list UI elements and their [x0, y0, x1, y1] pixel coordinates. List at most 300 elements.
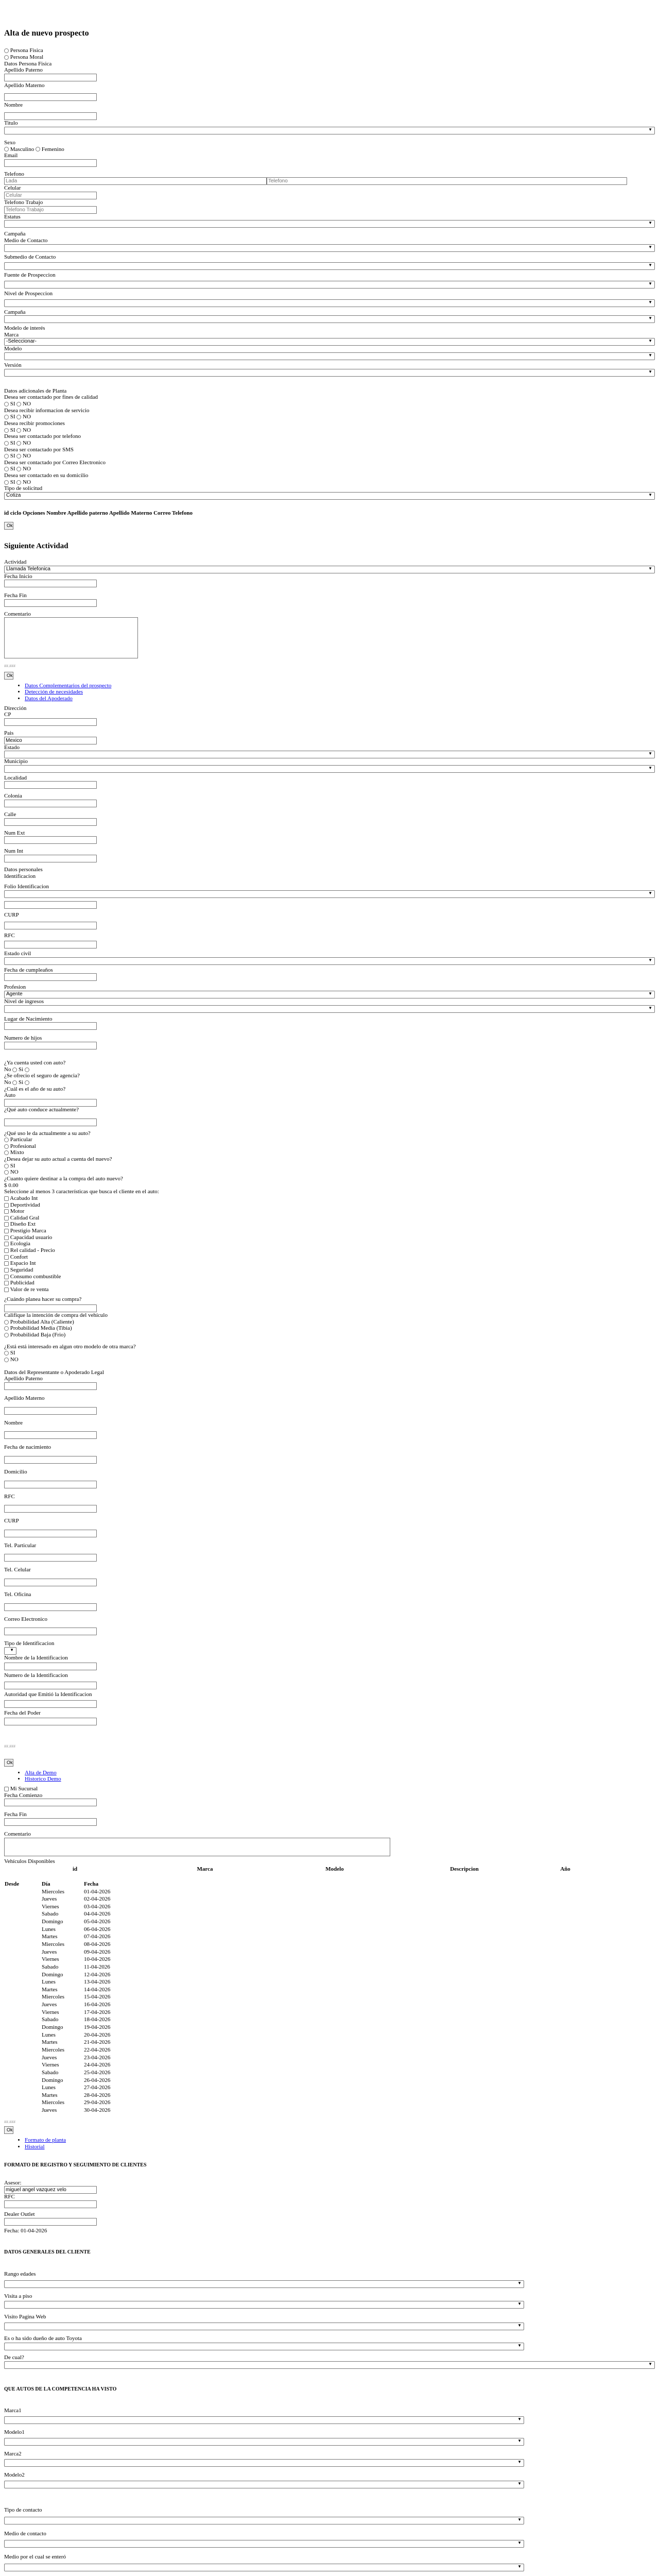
calendar-row[interactable] — [4, 1926, 111, 1934]
calendar-row[interactable] — [4, 1941, 111, 1948]
anio-auto-input[interactable] — [4, 1099, 97, 1107]
nivel-prospeccion-select[interactable] — [4, 299, 655, 307]
label: Tel. Oficina — [4, 1591, 31, 1598]
comentario-textarea[interactable] — [4, 617, 138, 658]
apo-nombre-input[interactable] — [4, 1431, 97, 1439]
tab-deteccion-necesidades[interactable]: Detección de necesidades — [25, 689, 83, 696]
checkbox[interactable] — [4, 1235, 9, 1240]
dealer-input[interactable] — [4, 2218, 97, 2226]
label: Desea recibir promociones — [4, 420, 65, 427]
titulo-select[interactable] — [4, 127, 655, 134]
checkbox[interactable] — [4, 1222, 9, 1227]
label: Vehículos Disponibles — [4, 1858, 55, 1865]
historico-demo-link[interactable]: Historico Demo — [25, 1776, 61, 1783]
label: Marca1 — [4, 2408, 22, 2414]
label: Identificacion — [4, 873, 36, 879]
label: Marca — [4, 331, 19, 338]
radio-persona-moral[interactable] — [4, 55, 9, 60]
calendar-date: 21-04-2026 — [84, 2039, 111, 2046]
radio-no[interactable] — [16, 415, 21, 419]
marca2-select[interactable] — [4, 2459, 524, 2467]
radio-si[interactable] — [4, 1164, 9, 1168]
label: NO — [23, 479, 31, 485]
apo-apellido-materno-input[interactable] — [4, 1407, 97, 1415]
chevron-down-icon: ▼ — [517, 2301, 522, 2307]
radio-masculino[interactable] — [4, 147, 9, 151]
cuando-compra-input[interactable] — [4, 1304, 97, 1312]
checkbox[interactable] — [4, 1229, 9, 1233]
calendar-row[interactable] — [4, 1895, 111, 1903]
apo-apellido-paterno-input[interactable] — [4, 1382, 97, 1390]
fuente-prospeccion-select[interactable] — [4, 281, 655, 289]
apellido-materno-input[interactable] — [4, 93, 97, 101]
label: Seleccione al menos 3 características que busca el cliente en el auto: — [4, 1189, 159, 1195]
label: Celular — [4, 185, 21, 192]
radio-si[interactable] — [4, 480, 9, 485]
formato-rfc-input[interactable] — [4, 2200, 97, 2208]
calendar-row[interactable] — [4, 1971, 111, 1979]
calendar-date: 27-04-2026 — [84, 2084, 111, 2091]
chevron-down-icon: ▼ — [517, 2460, 522, 2465]
checkbox[interactable] — [4, 1209, 9, 1214]
label: Pais — [4, 730, 14, 736]
folio-identificacion-input[interactable] — [4, 901, 97, 909]
vehiculos-table — [4, 1866, 601, 1873]
chevron-down-icon: ▼ — [648, 299, 652, 304]
checkbox[interactable] — [4, 1216, 9, 1221]
medio-contacto-select[interactable] — [4, 244, 655, 252]
chevron-down-icon: ▼ — [517, 2343, 522, 2348]
radio-si[interactable] — [4, 1351, 9, 1355]
visita-piso-select[interactable] — [4, 2301, 524, 2309]
calendar-cell — [4, 2016, 41, 2024]
asesor-input[interactable] — [4, 2186, 97, 2194]
label: ¿Cuanto quiere destinar a la compra del auto nuevo? — [4, 1176, 123, 1182]
auto-actual-input[interactable] — [4, 1118, 97, 1126]
pais-input[interactable] — [4, 737, 97, 744]
label: Es o ha sido dueño de auto Toyota — [4, 2335, 82, 2342]
campania-select[interactable] — [4, 315, 655, 323]
calendar-date: 25-04-2026 — [84, 2069, 111, 2076]
label: Fecha de nacimiento — [4, 1444, 51, 1451]
label: SI — [10, 414, 15, 420]
calendar-date: 01-04-2026 — [84, 1888, 111, 1895]
label: Municipio — [4, 758, 28, 765]
identificacion-select[interactable] — [4, 890, 655, 898]
apo-numero-ident-input[interactable] — [4, 1682, 97, 1689]
calendar-row[interactable] — [4, 2069, 111, 2077]
label: SI — [10, 1162, 15, 1169]
apo-tel-particular-input[interactable] — [4, 1554, 97, 1562]
calendar-date: 29-04-2026 — [84, 2099, 111, 2106]
radio-no[interactable] — [4, 1170, 9, 1175]
curp-input[interactable] — [4, 922, 97, 929]
radio-si[interactable] — [4, 428, 9, 433]
apo-curp-input[interactable] — [4, 1530, 97, 1537]
select-value: Agente — [6, 991, 23, 997]
chevron-down-icon: ▼ — [648, 316, 652, 321]
demo-fecha-fin-input[interactable] — [4, 1818, 97, 1826]
label: SI — [10, 479, 15, 485]
calendar-row[interactable] — [4, 2016, 111, 2024]
ok-button[interactable] — [4, 1759, 13, 1767]
apo-tel-oficina-input[interactable] — [4, 1603, 97, 1611]
section-label: Datos personales — [4, 866, 43, 873]
checkbox[interactable] — [4, 1255, 9, 1260]
radio-no[interactable] — [4, 1358, 9, 1362]
chevron-down-icon: ▼ — [517, 2323, 522, 2328]
checkbox[interactable] — [4, 1268, 9, 1273]
radio-persona-fisica[interactable] — [4, 48, 9, 53]
label: Motor — [10, 1208, 25, 1215]
label: Visito Pagina Web — [4, 2314, 46, 2320]
label: Fuente de Prospeccion — [4, 272, 56, 279]
checkbox[interactable] — [4, 1261, 9, 1266]
tab-datos-complementarios[interactable]: Datos Complementarios del prospecto — [25, 682, 112, 689]
label: Dirección — [4, 705, 27, 711]
ok-button[interactable] — [4, 2126, 13, 2134]
calendar-date: 13-04-2026 — [84, 1979, 111, 1986]
apo-nombre-ident-input[interactable] — [4, 1663, 97, 1670]
radio-si[interactable] — [4, 402, 9, 406]
actividad-select[interactable] — [4, 566, 655, 573]
calendar-row[interactable] — [4, 2046, 111, 2054]
apo-domicilio-input[interactable] — [4, 1481, 97, 1488]
label: Comentario — [4, 611, 31, 617]
label: Fecha Inicio — [4, 573, 32, 580]
fecha-inicio-input[interactable] — [4, 580, 97, 587]
lada-input[interactable] — [4, 177, 267, 185]
calendar-row[interactable] — [4, 1918, 111, 1926]
label: Ok — [7, 1759, 13, 1765]
label: Acabado Int — [10, 1195, 38, 1201]
calendar-day: Miercoles — [42, 2099, 64, 2106]
label: Nombre — [4, 101, 23, 108]
calendar-date: 08-04-2026 — [84, 1941, 111, 1947]
label: Medio por el cual se enteró — [4, 2554, 66, 2561]
fecha-fin-input[interactable] — [4, 599, 97, 607]
radio-si[interactable] — [4, 467, 9, 471]
label: Estatus — [4, 213, 21, 220]
calendar-table — [4, 1880, 111, 2114]
calendar-day: Lunes — [42, 2084, 56, 2091]
label: Apellido Materno — [4, 1395, 45, 1401]
radio-no[interactable] — [12, 1080, 17, 1085]
apo-autoridad-input[interactable] — [4, 1700, 97, 1708]
apo-rfc-input[interactable] — [4, 1505, 97, 1513]
chevron-down-icon: ▼ — [648, 127, 652, 132]
radio-no[interactable] — [16, 467, 21, 471]
calendar-cell — [4, 1948, 41, 1956]
apo-correo-input[interactable] — [4, 1628, 97, 1635]
nivel-ingresos-select[interactable] — [4, 1005, 655, 1013]
chevron-down-icon: ▼ — [517, 2540, 522, 2546]
rfc-input[interactable] — [4, 941, 97, 948]
chevron-down-icon: ▼ — [517, 2438, 522, 2443]
label: Publicidad — [10, 1280, 34, 1286]
label: SI — [10, 466, 15, 472]
col-header: id — [73, 1866, 78, 1873]
prospect-table-header: id ciclo Opciones Nombre Apellido paterno Apellido Materno Correo Telefono — [4, 510, 193, 517]
marca1-select[interactable] — [4, 2416, 524, 2424]
calendar-row[interactable] — [4, 1933, 111, 1941]
checkbox[interactable] — [4, 1281, 9, 1285]
calendar-row[interactable] — [4, 1888, 111, 1896]
formato-planta-link[interactable]: Formato de planta — [25, 2137, 66, 2143]
modelo-select[interactable] — [4, 352, 655, 360]
label: ¿Se ofrecio el seguro de agencia? — [4, 1073, 80, 1079]
calendar-row[interactable] — [4, 1963, 111, 1971]
label: Versión — [4, 362, 22, 369]
label: Tipo de contacto — [4, 2507, 42, 2514]
label: Probabilidad Media (Tibia) — [10, 1325, 72, 1332]
label: Espacio Int — [10, 1260, 36, 1267]
calendar-day: Jueves — [42, 2002, 57, 2008]
label: Fecha de cumpleaños — [4, 967, 53, 973]
label: Fecha Fin — [4, 592, 27, 599]
label: RFC — [4, 932, 15, 939]
profesion-select[interactable] — [4, 991, 655, 998]
label: Capacidad usuario — [10, 1234, 53, 1241]
calendar-row[interactable] — [4, 1978, 111, 1986]
medio-cual-select[interactable] — [4, 2564, 524, 2571]
estado-civil-select[interactable] — [4, 957, 655, 965]
calendar-row[interactable] — [4, 1986, 111, 1994]
radio-uso[interactable] — [4, 1150, 9, 1155]
label: Deportividad — [10, 1201, 40, 1208]
chevron-down-icon: ▼ — [648, 991, 652, 996]
apellido-paterno-input[interactable] — [4, 74, 97, 81]
calendar-row[interactable] — [4, 1948, 111, 1956]
radio-no[interactable] — [16, 454, 21, 459]
chevron-down-icon: ▼ — [648, 765, 652, 770]
calendar-date: 02-04-2026 — [84, 1896, 111, 1903]
label: Modelo1 — [4, 2429, 25, 2436]
calendar-cell — [4, 2107, 41, 2114]
estado-select[interactable] — [4, 751, 655, 758]
apo-tel-celular-input[interactable] — [4, 1579, 97, 1586]
calendar-day: Viernes — [42, 1956, 59, 1963]
radio-uso[interactable] — [4, 1138, 9, 1142]
calendar-row[interactable] — [4, 1993, 111, 2001]
label: Nombre de la Identificacion — [4, 1654, 68, 1661]
modelo2-select[interactable] — [4, 2481, 524, 2488]
label: Fecha del Poder — [4, 1709, 41, 1716]
visito-pagina-select[interactable] — [4, 2323, 524, 2330]
label: ¿Desea dejar su auto actual a cuenta del nuevo? — [4, 1156, 112, 1163]
radio-probabilidad[interactable] — [4, 1326, 9, 1331]
calendar-cell — [4, 2054, 41, 2062]
fecha-cumpleanos-input[interactable] — [4, 973, 97, 981]
calendar-day: Jueves — [42, 2107, 57, 2114]
tab-datos-apoderado[interactable]: Datos del Apoderado — [25, 695, 73, 702]
calendar-date: 06-04-2026 — [84, 1926, 111, 1933]
version-select[interactable] — [4, 369, 655, 377]
calendar-day: Jueves — [42, 2054, 57, 2061]
label: Seguridad — [10, 1266, 33, 1273]
calendar-row[interactable] — [4, 2092, 111, 2099]
label: Modelo2 — [4, 2472, 25, 2479]
num-ext-input[interactable] — [4, 836, 97, 844]
calendar-row[interactable] — [4, 1910, 111, 1918]
fecha-comienzo-input[interactable] — [4, 1799, 97, 1806]
calendar-date: 28-04-2026 — [84, 2092, 111, 2098]
radio-no[interactable] — [16, 428, 21, 433]
apo-fecha-poder-input[interactable] — [4, 1718, 97, 1725]
calendar-cell — [4, 2031, 41, 2039]
label: Campaña — [4, 231, 26, 238]
numero-hijos-input[interactable] — [4, 1042, 97, 1049]
radio-si[interactable] — [25, 1067, 29, 1072]
calendar-row[interactable] — [4, 2039, 111, 2046]
telefono-input[interactable] — [267, 177, 627, 185]
label: Autoridad que Emitió la Identificacion — [4, 1691, 92, 1698]
chevron-down-icon: ▼ — [517, 2281, 522, 2286]
colonia-input[interactable] — [4, 800, 97, 807]
chevron-down-icon: ▼ — [517, 2417, 522, 2422]
calendar-date: 04-04-2026 — [84, 1911, 111, 1918]
calendar-row[interactable] — [4, 2024, 111, 2031]
calendar-row[interactable] — [4, 2077, 111, 2084]
calendar-day: Viernes — [42, 1903, 59, 1910]
label: ¿Ya cuenta usted con auto? — [4, 1060, 66, 1066]
checkbox[interactable] — [4, 1287, 9, 1292]
tipo-contacto-select[interactable] — [4, 2517, 524, 2524]
label: SI — [10, 401, 15, 408]
chevron-down-icon: ▼ — [648, 244, 652, 249]
label: Profesional — [10, 1143, 36, 1149]
calendar-date: 10-04-2026 — [84, 1956, 111, 1963]
chevron-down-icon: ▼ — [648, 263, 652, 268]
alta-demo-link[interactable]: Alta de Demo — [25, 1769, 57, 1776]
de-cual-select[interactable] — [4, 2361, 655, 2369]
radio-si[interactable] — [4, 415, 9, 419]
label: NO — [23, 401, 31, 408]
estatus-select[interactable] — [4, 220, 655, 228]
radio-no[interactable] — [16, 441, 21, 446]
tipo-solicitud-select[interactable] — [4, 492, 655, 500]
calendar-row[interactable] — [4, 2099, 111, 2107]
label: Fecha Fin — [4, 1811, 27, 1818]
calendar-row[interactable] — [4, 2084, 111, 2092]
marca-select[interactable] — [4, 338, 655, 346]
label: Nivel de Prospeccion — [4, 290, 53, 297]
label: NO — [23, 427, 31, 433]
calendar-row[interactable] — [4, 1903, 111, 1911]
char-counter: ##.### — [4, 1743, 15, 1749]
demo-comentario-textarea[interactable] — [4, 1838, 390, 1856]
municipio-select[interactable] — [4, 765, 655, 773]
radio-probabilidad[interactable] — [4, 1333, 9, 1337]
radio-no[interactable] — [16, 480, 21, 485]
calendar-row[interactable] — [4, 2054, 111, 2062]
col-header: Fecha — [84, 1880, 99, 1887]
cp-input[interactable] — [4, 718, 97, 726]
radio-uso[interactable] — [4, 1144, 9, 1149]
calendar-date: 15-04-2026 — [84, 1994, 111, 2001]
calendar-row[interactable] — [4, 1956, 111, 1963]
lugar-nacimiento-input[interactable] — [4, 1022, 97, 1030]
calendar-date: 11-04-2026 — [84, 1963, 110, 1970]
checkbox[interactable] — [4, 1203, 9, 1208]
label: Apellido Paterno — [4, 1376, 43, 1382]
celular-input[interactable] — [4, 192, 97, 199]
label: Calle — [4, 811, 16, 818]
checkbox[interactable] — [4, 1248, 9, 1253]
rango-edades-select[interactable] — [4, 2280, 524, 2288]
calendar-row[interactable] — [4, 2107, 111, 2114]
chevron-down-icon: ▼ — [648, 566, 652, 571]
select-value: Llamada Telefonica — [6, 566, 50, 572]
calendar-day: Miercoles — [42, 1994, 64, 2001]
radio-si[interactable] — [4, 441, 9, 446]
label: Domicilio — [4, 1468, 27, 1475]
radio-femenino[interactable] — [36, 147, 40, 151]
checkbox[interactable] — [4, 1242, 9, 1246]
ok-button[interactable] — [4, 522, 13, 530]
select-value: -Seleccionar- — [6, 338, 37, 345]
tel-trabajo-input[interactable] — [4, 206, 97, 214]
label: Mi Sucursal — [10, 1786, 38, 1792]
historial-link[interactable]: Historial — [25, 2143, 45, 2150]
label: NO — [23, 439, 31, 446]
label: Marca2 — [4, 2450, 22, 2457]
label: Si — [18, 1066, 24, 1073]
checkbox[interactable] — [4, 1196, 9, 1201]
label: Fecha: — [4, 2227, 20, 2234]
label: SI — [10, 439, 15, 446]
section-label: Datos adicionales de Planta — [4, 387, 67, 394]
radio-probabilidad[interactable] — [4, 1320, 9, 1325]
apo-fecha-nacimiento-input[interactable] — [4, 1456, 97, 1464]
es-dueno-select[interactable] — [4, 2343, 524, 2350]
label: Nivel de ingresos — [4, 998, 44, 1005]
label: Desea ser contactado por SMS — [4, 446, 74, 453]
label: RFC — [4, 2194, 15, 2200]
num-int-input[interactable] — [4, 855, 97, 862]
localidad-input[interactable] — [4, 781, 97, 789]
radio-si[interactable] — [25, 1080, 29, 1085]
formato-medio-contacto-select[interactable] — [4, 2540, 524, 2548]
calendar-row[interactable] — [4, 2061, 111, 2069]
calendar-day: Lunes — [42, 2031, 56, 2038]
label: ¿Qué auto conduce actualmente? — [4, 1106, 79, 1113]
ok-button[interactable] — [4, 672, 13, 680]
radio-si[interactable] — [4, 454, 9, 459]
nombre-input[interactable] — [4, 112, 97, 120]
modelo1-select[interactable] — [4, 2438, 524, 2446]
calendar-date: 07-04-2026 — [84, 1934, 111, 1940]
submedio-contacto-select[interactable] — [4, 262, 655, 270]
value: Auto — [4, 1092, 15, 1099]
calendar-row[interactable] — [4, 2001, 111, 2009]
label: Ecologia — [10, 1241, 30, 1247]
calendar-row[interactable] — [4, 2009, 111, 2016]
checkbox[interactable] — [4, 1275, 9, 1279]
label: Tipo de Identificacion — [4, 1640, 55, 1647]
label: Fecha Comienzo — [4, 1792, 43, 1799]
label: Mixto — [10, 1149, 24, 1156]
calendar-day: Domingo — [42, 2024, 63, 2031]
email-input[interactable] — [4, 159, 97, 167]
apo-tipo-ident-select[interactable] — [4, 1647, 16, 1655]
calendar-day: Sabado — [42, 1911, 59, 1918]
mi-sucursal-checkbox[interactable] — [4, 1787, 9, 1791]
radio-no[interactable] — [12, 1067, 17, 1072]
calle-input[interactable] — [4, 818, 97, 826]
radio-no[interactable] — [16, 402, 21, 406]
calendar-row[interactable] — [4, 2031, 111, 2039]
